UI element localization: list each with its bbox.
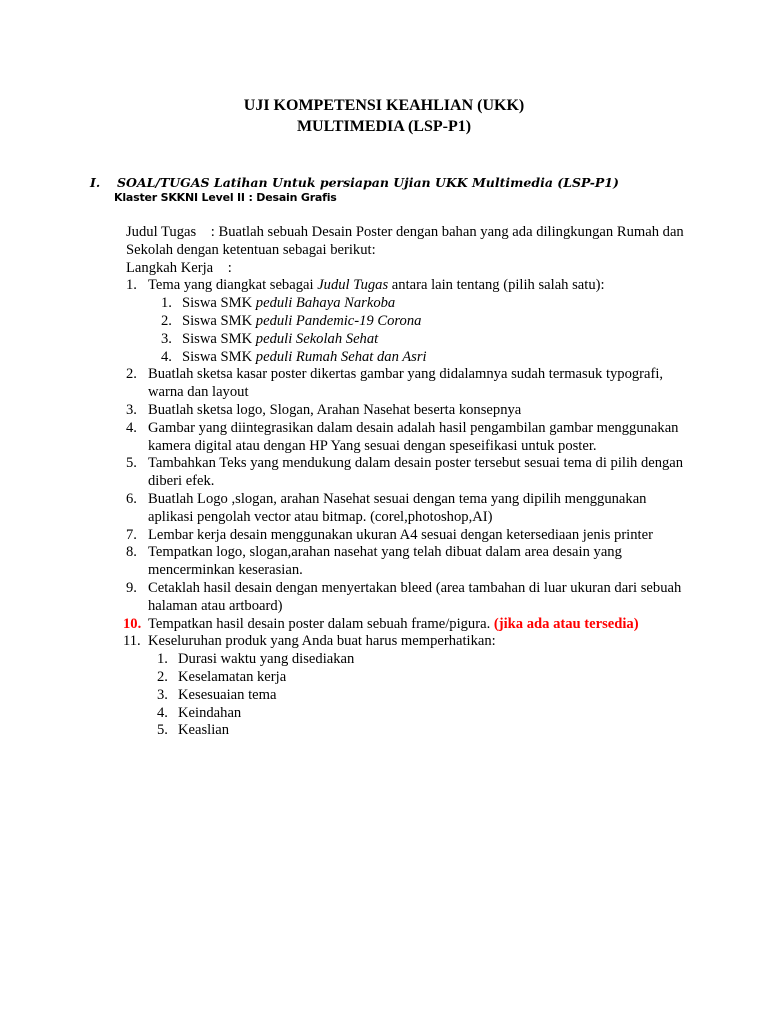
section-heading [90, 175, 619, 190]
step-text: Tambahkan Teks yang mendukung dalam desain poster tersebut sesuai tema di pilih dengan diberi efek. [148, 455, 684, 490]
theme-text: Siswa SMK [182, 330, 256, 347]
list-item [126, 580, 686, 616]
step-text: Tema yang diangkat sebagai [148, 277, 318, 294]
judul-tugas [126, 224, 686, 260]
step-number: 11. [123, 633, 141, 650]
document-title-line2: MULTIMEDIA (LSP-P1) [296, 118, 472, 135]
theme-text-italic: peduli Pandemic-19 Corona [255, 312, 422, 329]
step-text: Lembar kerja desain menggunakan ukuran A4 sesuai dengan ketersediaan jenis printer [148, 526, 653, 543]
step-text: Gambar yang diintegrasikan dalam desain adalah hasil pengambilan gambar menggunakan kamera digital atau dengan HP Yang sesuai dengan speseifikasi untuk poster. [148, 419, 679, 454]
list-item [148, 687, 686, 705]
list-item [148, 669, 686, 687]
theme-text: Siswa SMK [182, 312, 256, 329]
list-item [126, 527, 686, 545]
criteria-number: 3. [157, 686, 168, 703]
steps-list [123, 277, 686, 740]
list-item [126, 402, 686, 420]
step-text: Tempatkan logo, slogan,arahan nasehat yang telah dibuat dalam area desain yang mencerminkan keserasian. [148, 544, 622, 579]
themes-list [148, 295, 686, 366]
list-item [126, 277, 686, 366]
criteria-text: Durasi waktu yang disediakan [178, 651, 355, 668]
list-item [148, 295, 686, 313]
step-text-italic: Judul Tugas [317, 277, 389, 294]
judul-tugas-text: : Buatlah sebuah Desain Poster dengan bahan yang ada dilingkungan Rumah dan Sekolah dengan ketentuan sebagai berikut: [126, 224, 684, 258]
section-number: I. [90, 175, 101, 190]
criteria-number: 5. [157, 722, 168, 739]
step-note-highlighted: (jika ada atau tersedia) [493, 615, 639, 632]
langkah-kerja-label: Langkah Kerja : [126, 259, 232, 276]
document-title-line1: UJI KOMPETENSI KEAHLIAN (UKK) [243, 97, 525, 114]
step-text: Buatlah Logo ,slogan, arahan Nasehat sesuai dengan tema yang dipilih menggunakan aplikasi pengolah vector atau bitmap. (corel,photoshop,AI) [148, 490, 647, 525]
step-number: 8. [126, 544, 137, 561]
step-number: 5. [126, 455, 137, 472]
list-item [148, 722, 686, 740]
section-heading-text: SOAL/TUGAS Latihan Untuk persiapan Ujian UKK Multimedia (LSP-P1) [117, 175, 619, 190]
theme-number: 2. [161, 312, 172, 329]
step-number: 1. [126, 277, 137, 294]
criteria-number: 2. [157, 668, 168, 685]
theme-text: Siswa SMK [182, 348, 256, 365]
criteria-text: Keselamatan kerja [178, 668, 287, 685]
list-item [126, 420, 686, 456]
theme-text-italic: peduli Bahaya Narkoba [255, 295, 396, 312]
criteria-text: Kesesuaian tema [178, 686, 277, 703]
step-text: Keseluruhan produk yang Anda buat harus memperhatikan: [148, 633, 496, 650]
judul-tugas-label: Judul Tugas [126, 224, 197, 240]
step-number: 2. [126, 366, 137, 383]
step-text: Buatlah sketsa logo, Slogan, Arahan Nasehat beserta konsepnya [148, 401, 522, 418]
list-item [123, 615, 686, 634]
list-item [148, 349, 686, 367]
step-text: Buatlah sketsa kasar poster dikertas gambar yang didalamnya sudah termasuk typografi, warna dan layout [148, 366, 664, 401]
step-number: 7. [126, 526, 137, 543]
klaster-label: Klaster SKKNI Level II : Desain Grafis [114, 191, 337, 204]
theme-text-italic: peduli Sekolah Sehat [255, 330, 379, 347]
theme-number: 1. [161, 295, 172, 312]
theme-text-italic: peduli Rumah Sehat dan Asri [255, 348, 427, 365]
criteria-list [148, 651, 686, 740]
list-item [126, 455, 686, 491]
list-item [148, 651, 686, 669]
step-text: Cetaklah hasil desain dengan menyertakan bleed (area tambahan di luar ukuran dari sebuah halaman atau artboard) [148, 579, 682, 614]
theme-text: Siswa SMK [182, 295, 256, 312]
list-item [126, 491, 686, 527]
step-number: 3. [126, 401, 137, 418]
criteria-number: 1. [157, 651, 168, 668]
list-item [148, 313, 686, 331]
list-item [123, 633, 686, 740]
list-item [126, 366, 686, 402]
step-number: 6. [126, 490, 137, 507]
step-number: 9. [126, 579, 137, 596]
step-number-highlighted: 10. [123, 615, 142, 632]
criteria-text: Keaslian [178, 722, 230, 739]
theme-number: 4. [161, 348, 172, 365]
step-text: Tempatkan hasil desain poster dalam sebuah frame/pigura. [148, 615, 491, 632]
step-number: 4. [126, 419, 137, 436]
list-item [126, 544, 686, 580]
theme-number: 3. [161, 330, 172, 347]
criteria-number: 4. [157, 704, 168, 721]
task-body [123, 224, 686, 740]
criteria-text: Keindahan [178, 704, 242, 721]
step-text: antara lain tentang (pilih salah satu): [388, 277, 605, 294]
list-item [148, 331, 686, 349]
list-item [148, 705, 686, 723]
